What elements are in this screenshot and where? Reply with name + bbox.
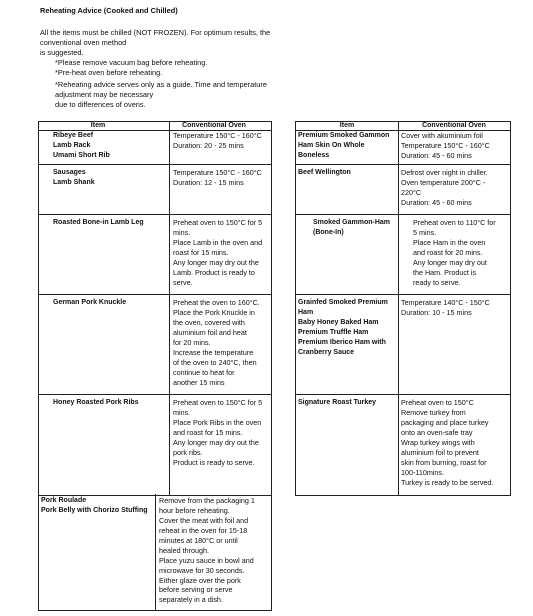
- oven-line: Increase the temperature: [173, 347, 254, 357]
- item-cell: [298, 168, 398, 178]
- item-name: Pork Roulade: [41, 497, 87, 504]
- header-conventional-oven: Conventional Oven: [182, 122, 246, 129]
- intro-bullet: *Reheating advice serves only as a guide. Time and temperature: [55, 80, 267, 90]
- left-reheating-table: [38, 121, 272, 496]
- oven-line: microwave for 30 seconds.: [159, 565, 245, 575]
- oven-line: 5 mins.: [413, 227, 437, 237]
- oven-line: roast for 15 mins.: [173, 247, 229, 257]
- item-name: Lamb Shank: [53, 178, 95, 186]
- oven-cell: [173, 131, 273, 151]
- oven-line: Duration: 20 - 25 mins: [173, 140, 244, 150]
- oven-line: Cover with akuminium foil: [401, 131, 483, 140]
- oven-line: Lamb. Product is ready to: [173, 267, 255, 277]
- oven-line: ready to serve.: [413, 277, 461, 287]
- intro-bullet: *Pre-heat oven before reheating.: [55, 68, 163, 78]
- oven-line: for 20 mins.: [173, 337, 211, 347]
- item-name: Ham Skin On Whole: [298, 141, 365, 149]
- header-conventional-oven: Conventional Oven: [422, 122, 486, 129]
- item-cell: [313, 218, 398, 238]
- oven-line: pork ribs.: [173, 447, 203, 457]
- oven-line: Any longer may dry out the: [173, 437, 259, 447]
- oven-line: the Ham. Product is: [413, 267, 477, 277]
- item-name: Premium Truffle Ham: [298, 328, 369, 336]
- oven-line: hour before reheating.: [159, 505, 230, 515]
- oven-cell: [173, 218, 273, 293]
- oven-line: Preheat oven to 150°C for 5: [173, 218, 263, 227]
- item-name: Smoked Gammon-Ham: [313, 219, 391, 226]
- oven-line: Temperature 150°C - 160°C: [401, 140, 490, 150]
- oven-line: continue to heat for: [173, 367, 235, 377]
- oven-line: healed through.: [159, 545, 209, 555]
- oven-line: packaging and place turkey: [401, 417, 489, 427]
- page-title: Reheating Advice (Cooked and Chilled): [40, 6, 178, 15]
- oven-line: Cover the meat with foil and: [159, 515, 249, 525]
- item-name: Premium Iberico Ham with: [298, 338, 386, 346]
- oven-line: and roast for 15 mins.: [173, 427, 243, 437]
- oven-cell: [173, 298, 273, 390]
- item-name: (Bone-In): [313, 228, 344, 236]
- oven-line: Temperature 140°C - 150°C: [401, 298, 490, 307]
- oven-cell: [173, 168, 273, 188]
- item-name: Lamb Rack: [53, 141, 91, 149]
- oven-cell: [159, 496, 271, 605]
- item-cell: [53, 218, 167, 228]
- oven-line: Temperature 150°C - 160°C: [173, 168, 262, 177]
- item-name: Boneless: [298, 151, 330, 159]
- intro-line: conventional oven method: [40, 38, 127, 48]
- oven-line: and roast for 20 mins.: [413, 247, 483, 257]
- oven-line: Oven temperature 200°C -: [401, 177, 486, 187]
- oven-line: serve.: [173, 277, 193, 287]
- oven-line: Any longer may dry out: [413, 257, 487, 267]
- oven-line: of the oven to 240°C, then: [173, 357, 257, 367]
- item-name: German Pork Knuckle: [53, 299, 127, 306]
- oven-line: Duration: 45 - 60 mins: [401, 150, 472, 160]
- oven-line: the oven, covered with: [173, 317, 245, 327]
- oven-line: Place yuzu sauce in bowl and: [159, 555, 254, 565]
- oven-line: Duration: 10 - 15 mins: [401, 307, 472, 317]
- item-cell: [53, 131, 167, 161]
- oven-line: Duration: 12 - 15 mins: [173, 177, 244, 187]
- oven-line: Place Lamb in the oven and: [173, 237, 263, 247]
- oven-line: Temperature 150°C - 160°C: [173, 131, 262, 140]
- oven-line: Wrap turkey wings with: [401, 437, 475, 447]
- header-item: Item: [90, 122, 106, 129]
- oven-line: Preheat oven to 150°C for 5: [173, 398, 263, 407]
- oven-cell: [401, 398, 509, 487]
- item-name: Grainfed Smoked Premium: [298, 299, 388, 306]
- table-header: [39, 122, 271, 131]
- oven-line: Product is ready to serve.: [173, 457, 255, 467]
- right-reheating-table: [295, 121, 511, 496]
- item-name: Sausages: [53, 169, 86, 176]
- item-name: Baby Honey Baked Ham: [298, 318, 379, 326]
- oven-line: mins.: [173, 227, 191, 237]
- oven-line: Place Ham in the oven: [413, 237, 486, 247]
- oven-line: 100-110mins.: [401, 467, 445, 477]
- oven-line: aluminium foil and heat: [173, 327, 247, 337]
- header-item: Item: [339, 122, 355, 129]
- oven-line: reheat in the oven for 15-18: [159, 525, 248, 535]
- item-name: Ham: [298, 308, 314, 316]
- oven-cell: [401, 168, 509, 208]
- oven-line: minutes at 180°C or until: [159, 535, 238, 545]
- oven-cell: [401, 298, 509, 318]
- oven-line: before serving or serve: [159, 585, 233, 595]
- item-name: Cranberry Sauce: [298, 348, 355, 356]
- oven-line: separately in a dish.: [159, 595, 223, 605]
- intro-text: [40, 28, 310, 111]
- oven-line: onto an oven-safe tray: [401, 427, 473, 437]
- item-name: Umami Short Rib: [53, 151, 110, 159]
- item-name: Roasted Bone-in Lamb Leg: [53, 219, 144, 226]
- oven-line: Place the Pork Knuckle in: [173, 307, 255, 317]
- item-name: Pork Belly with Chorizo Stuffing: [41, 506, 148, 514]
- oven-cell: [173, 398, 273, 468]
- oven-line: Turkey is ready to be served.: [401, 477, 494, 487]
- oven-line: mins.: [173, 407, 191, 417]
- intro-bullet: *Please remove vacuum bag before reheating.: [55, 58, 208, 68]
- oven-line: aluminium foil to prevent: [401, 447, 479, 457]
- oven-line: Preheat the oven to 160°C.: [173, 298, 260, 307]
- oven-line: skin from burning, roast for: [401, 457, 487, 467]
- oven-line: Defrost over night in chiller.: [401, 168, 488, 177]
- item-cell: [298, 131, 398, 161]
- item-cell: [53, 168, 167, 188]
- oven-line: Any longer may dry out the: [173, 257, 259, 267]
- left-bottom-table: [38, 494, 272, 611]
- item-cell: [298, 298, 398, 358]
- item-cell: [41, 496, 154, 516]
- oven-line: Place Pork Ribs in the oven: [173, 417, 262, 427]
- intro-line: All the items must be chilled (NOT FROZEN). For optimum results, the: [40, 28, 271, 37]
- oven-line: Preheat oven to 110°C for: [413, 218, 496, 227]
- intro-line: is suggested.: [40, 48, 84, 58]
- item-name: Ribeye Beef: [53, 132, 94, 139]
- item-name: Premium Smoked Gammon: [298, 132, 390, 139]
- oven-line: Preheat oven to 150°C: [401, 398, 474, 407]
- oven-cell: [401, 131, 509, 161]
- oven-line: Remove turkey from: [401, 407, 466, 417]
- oven-line: Either glaze over the pork: [159, 575, 241, 585]
- item-cell: [53, 398, 167, 408]
- oven-line: 220°C: [401, 187, 422, 197]
- item-name: Signature Roast Turkey: [298, 399, 377, 406]
- item-cell: [53, 298, 167, 308]
- oven-line: Remove from the packaging 1: [159, 496, 255, 505]
- table-header: [296, 122, 510, 131]
- intro-bullet: due to differences of ovens.: [55, 100, 146, 110]
- oven-line: another 15 mins: [173, 377, 225, 387]
- item-name: Honey Roasted Pork Ribs: [53, 399, 139, 406]
- item-name: Beef Wellington: [298, 169, 351, 176]
- oven-line: Duration: 45 - 60 mins: [401, 197, 472, 207]
- item-cell: [298, 398, 398, 408]
- intro-bullet: adjustment may be necessary: [55, 90, 154, 100]
- oven-cell: [413, 218, 509, 288]
